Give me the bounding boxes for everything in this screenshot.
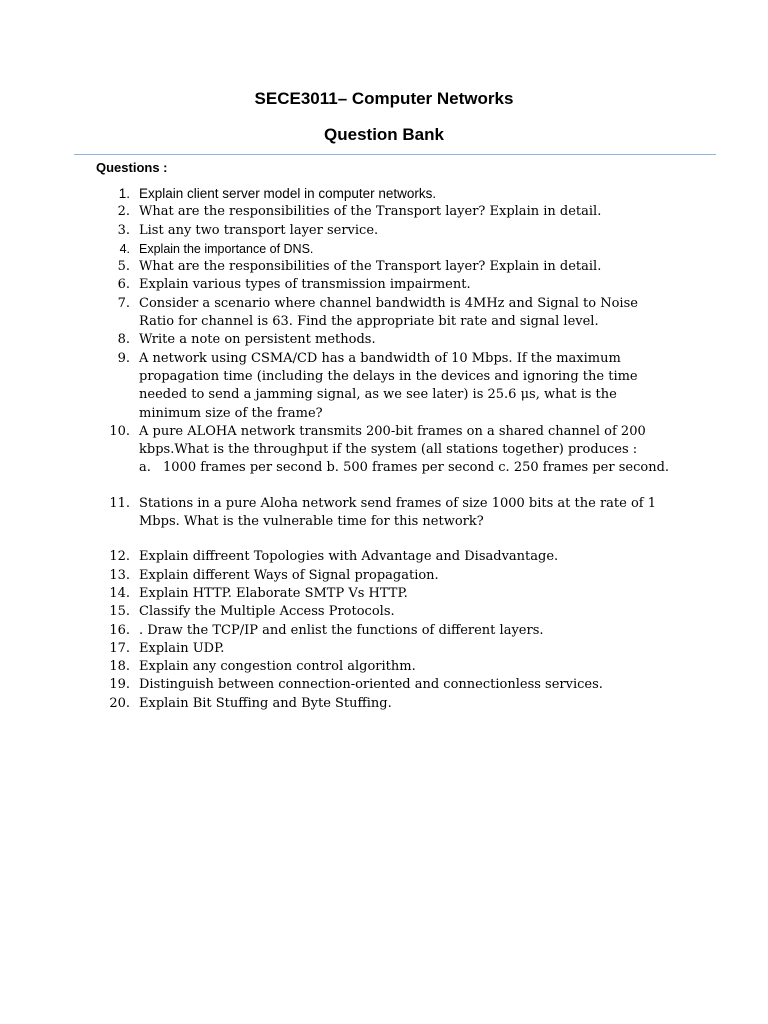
question-item [0,567,768,585]
question-item [0,258,768,276]
question-number: 16. [109,622,130,638]
question-text: What are the responsibilities of the Transport layer? Explain in detail. [139,204,602,220]
question-text: . Draw the TCP/IP and enlist the functions of different layers. [139,622,544,638]
question-number: 3. [117,222,130,238]
question-item [0,203,768,221]
question-text: Explain diffreent Topologies with Advantage and Disadvantage. [139,549,559,565]
question-text: Classify the Multiple Access Protocols. [139,604,395,620]
sub-option-text: 1000 frames per second b. 500 frames per second c. 250 frames per second. [163,460,670,476]
sub-option-marker: a. [139,460,151,476]
page-title: SECE3011– Computer Networks [254,89,514,108]
question-number: 13. [109,567,130,583]
question-number: 5. [117,259,130,275]
question-number: 12. [109,549,130,565]
question-text: A pure ALOHA network transmits 200-bit frames on a shared channel of 200 kbps.What is the throughput if the system (all stations together) produces : [139,423,646,458]
question-text: Distinguish between connection-oriented and connectionless services. [139,677,603,693]
question-number: 18. [109,659,130,675]
question-number: 17. [109,640,130,656]
question-number: 9. [117,350,130,366]
question-text: Explain HTTP. Elaborate SMTP Vs HTTP. [139,585,408,601]
question-number: 10. [109,423,130,439]
question-item [0,222,768,240]
question-text: Explain any congestion control algorithm. [139,659,416,675]
question-number: 11. [109,495,130,511]
question-text: Write a note on persistent methods. [139,332,376,348]
question-item [0,658,768,676]
question-text: Explain client server model in computer networks. [139,186,437,201]
question-item [0,548,768,566]
question-text: Consider a scenario where channel bandwidth is 4MHz and Signal to Noise Ratio for channel is 63. Find the appropriate bit rate and signal level. [139,295,638,330]
question-number: 1. [118,186,130,201]
question-item [0,423,768,478]
question-item [0,331,768,349]
question-number: 7. [117,295,130,311]
question-item [0,695,768,713]
question-item [0,185,768,203]
question-item [0,295,768,332]
question-text: What are the responsibilities of the Transport layer? Explain in detail. [139,259,602,275]
question-text: Explain different Ways of Signal propagation. [139,567,439,583]
question-number: 15. [109,604,130,620]
question-number: 4. [119,241,130,256]
question-number: 6. [117,277,130,293]
question-item [0,603,768,621]
question-item [0,240,768,258]
question-number: 19. [109,677,130,693]
question-item [0,495,768,532]
question-text: Explain various types of transmission impairment. [139,277,471,293]
question-item [0,585,768,603]
question-item [0,640,768,658]
questions-heading: Questions : [96,160,168,175]
question-text: A network using CSMA/CD has a bandwidth of 10 Mbps. If the maximum propagation time (including the delays in the devices and ignoring the time needed to send a jamming signal, as we see later) is 25.6 μs, what is the minimum size of the frame? [139,350,638,421]
question-item [0,350,768,423]
question-item [0,276,768,294]
question-number: 2. [117,204,130,220]
question-text: Explain the importance of DNS. [139,241,314,256]
question-text: Stations in a pure Aloha network send frames of size 1000 bits at the rate of 1 Mbps. What is the vulnerable time for this network? [139,495,657,530]
question-item [0,676,768,694]
question-item [0,622,768,640]
page-subtitle: Question Bank [324,125,444,144]
question-list [0,185,768,713]
question-number: 14. [109,585,130,601]
question-text: Explain Bit Stuffing and Byte Stuffing. [139,695,392,711]
question-number: 20. [109,695,130,711]
question-text: List any two transport layer service. [139,222,379,238]
header-divider [74,154,716,155]
sub-options [139,459,672,477]
question-number: 8. [117,332,130,348]
question-text: Explain UDP. [139,640,225,656]
